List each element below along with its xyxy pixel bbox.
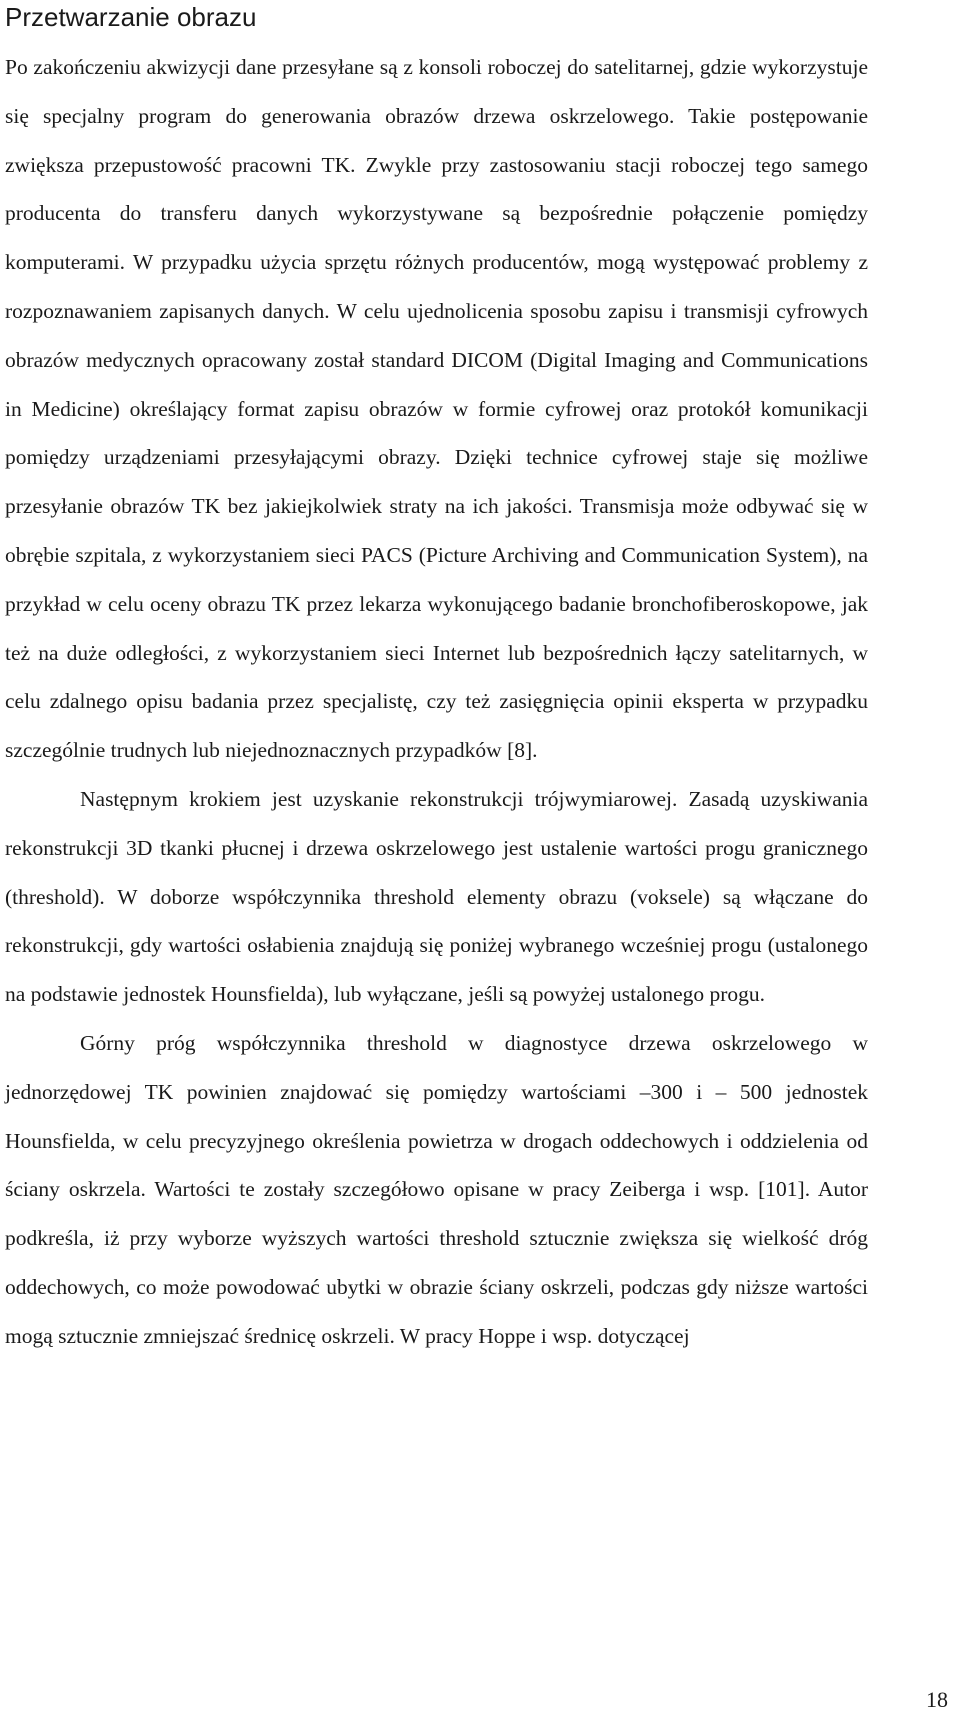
paragraph-1: Po zakończeniu akwizycji dane przesyłane są z konsoli roboczej do satelitarnej, gdzie wykorzystuje się specjalny program do generowania obrazów drzewa oskrzelowego. Takie postępowanie zwiększa przepustowość pracowni TK. Zwykle przy zastosowaniu stacji roboczej tego samego producenta do transferu danych wykorzystywane są bezpośrednie połączenie pomiędzy komputerami. W przypadku użycia sprzętu różnych producentów, mogą występować problemy z rozpoznawaniem zapisanych danych. W celu ujednolicenia sposobu zapisu i transmisji cyfrowych obrazów medycznych opracowany został standard DICOM (Digital Imaging and Communications in Medicine) określający format zapisu obrazów w formie cyfrowej oraz protokół komunikacji pomiędzy urządzeniami przesyłającymi obrazy. Dzięki technice cyfrowej staje się możliwe przesyłanie obrazów TK bez jakiejkolwiek straty na ich jakości. Transmisja może odbywać się w obrębie szpitala, z wykorzystaniem sieci PACS (Picture Archiving and Communication System), na przykład w celu oceny obrazu TK przez lekarza wykonującego badanie bronchofiberoskopowe, jak też na duże odległości, z wykorzystaniem sieci Internet lub bezpośrednich łączy satelitarnych, w celu zdalnego opisu badania przez specjalistę, czy też zasięgnięcia opinii eksperta w przypadku szczególnie trudnych lub niejednoznacznych przypadków [8]. — [5, 55, 868, 763]
body-text — [5, 43, 868, 1361]
paragraph-3: Górny próg współczynnika threshold w diagnostyce drzewa oskrzelowego w jednorzędowej TK powinien znajdować się pomiędzy wartościami –300 i – 500 jednostek Hounsfielda, w celu precyzyjnego określenia powietrza w drogach oddechowych i oddzielenia od ściany oskrzela. Wartości te zostały szczegółowo opisane w pracy Zeiberga i wsp. [101]. Autor podkreśla, iż przy wyborze wyższych wartości threshold sztucznie zwiększa się wielkość dróg oddechowych, co może powodować ubytki w obrazie ściany oskrzeli, podczas gdy niższe wartości mogą sztucznie zmniejszać średnicę oskrzeli. W pracy Hoppe i wsp. dotyczącej — [5, 1030, 868, 1348]
section-heading: Przetwarzanie obrazu — [5, 2, 257, 32]
paragraph-2: Następnym krokiem jest uzyskanie rekonstrukcji trójwymiarowej. Zasadą uzyskiwania rekonstrukcji 3D tkanki płucnej i drzewa oskrzelowego jest ustalenie wartości progu granicznego (threshold). W doborze współczynnika threshold elementy obrazu (voksele) są włączane do rekonstrukcji, gdy wartości osłabienia znajdują się poniżej wybranego wcześniej progu (ustalonego na podstawie jednostek Hounsfielda), lub wyłączane, jeśli są powyżej ustalonego progu. — [5, 786, 868, 1007]
page-number: 18 — [926, 1687, 948, 1712]
